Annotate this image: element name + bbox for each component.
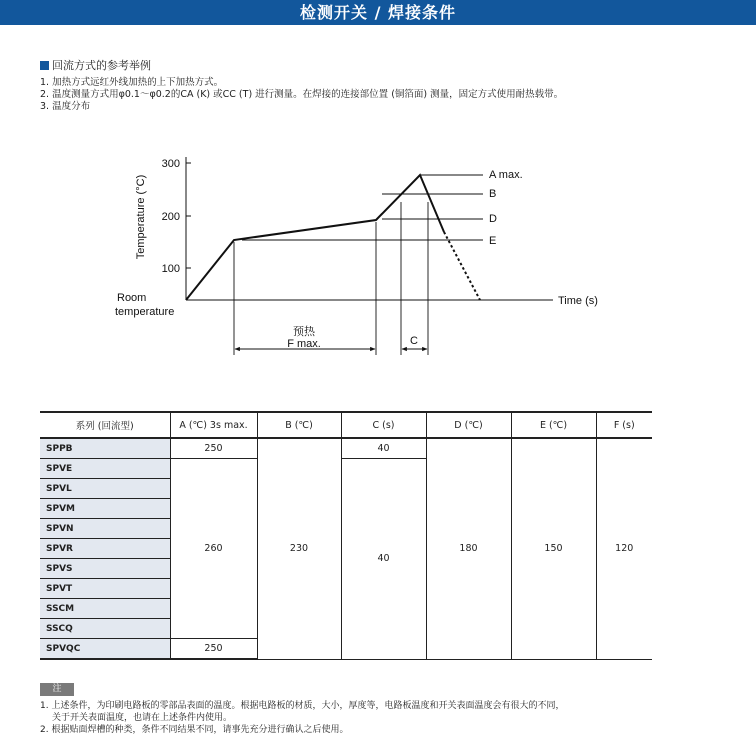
series-name: SPPB	[40, 438, 170, 459]
header-d: D (℃)	[426, 412, 511, 438]
y-tick-label-200: 200	[161, 211, 180, 223]
table-row	[40, 438, 652, 459]
x-axis-label: Time (s)	[558, 295, 598, 307]
note-tag: 注	[40, 683, 74, 696]
instruction-line-1: 1. 加热方式远红外线加热的上下加热方式。	[40, 77, 224, 88]
label-d: D	[489, 213, 497, 225]
label-b: B	[489, 188, 497, 200]
temperature-profile-diagram	[100, 150, 620, 360]
series-name: SPVR	[40, 539, 170, 559]
series-name: SPVL	[40, 479, 170, 499]
series-name: SPVN	[40, 519, 170, 539]
reflow-condition-table	[40, 411, 652, 660]
page-title-banner: 检测开关 / 焊接条件	[0, 0, 756, 25]
series-name: SPVE	[40, 459, 170, 479]
a-value: 250	[170, 438, 257, 459]
series-name: SPVQC	[40, 639, 170, 660]
header-c: C (s)	[341, 412, 426, 438]
y-tick-label-100: 100	[161, 263, 180, 275]
cooling-dashed-line	[444, 232, 480, 300]
section-title	[40, 59, 151, 73]
series-name: SSCM	[40, 599, 170, 619]
c-value: 40	[341, 459, 426, 660]
table-header-row	[40, 412, 652, 438]
d-value: 180	[426, 438, 511, 659]
a-value: 260	[170, 459, 257, 639]
header-series: 系列 (回流型)	[40, 412, 170, 438]
header-f: F (s)	[596, 412, 652, 438]
header-b: B (℃)	[257, 412, 341, 438]
c-label: C	[410, 335, 418, 347]
header-a: A (℃) 3s max.	[170, 412, 257, 438]
preheat-max-label: F max.	[287, 338, 321, 350]
label-e: E	[489, 235, 497, 247]
b-value: 230	[257, 438, 341, 659]
note-line-3: 2. 根据贴面焊槽的种类，条件不同结果不同，请事先充分进行确认之后使用。	[40, 725, 349, 735]
note-line-1: 1. 上述条件，为印刷电路板的零部品表面的温度。根据电路板的材质，大小，厚度等，电路板温度和开关表面温度会有很大的不同，	[40, 701, 565, 711]
f-value: 120	[596, 438, 652, 659]
y-axis-label: Temperature (°C)	[135, 174, 147, 260]
preheat-label: 预热	[293, 326, 315, 338]
note-line-2: 关于开关表面温度，也请在上述条件内使用。	[52, 713, 233, 723]
a-value: 250	[170, 639, 257, 660]
square-bullet-icon	[40, 61, 49, 70]
series-name: SPVM	[40, 499, 170, 519]
y-tick-label-300: 300	[161, 158, 180, 170]
section-title-text: 回流方式的参考举例	[52, 59, 151, 72]
origin-label-room: Room	[117, 292, 147, 304]
origin-label-temperature: temperature	[115, 306, 175, 318]
instruction-line-2: 2. 温度测量方式用φ0.1～φ0.2的CA (K) 或CC (T) 进行测量。在焊接的连接部位置 (铜箔面) 测量，固定方式使用耐热载带。	[40, 89, 564, 100]
series-name: SPVT	[40, 579, 170, 599]
label-a-max: A max.	[489, 169, 523, 181]
c-value: 40	[341, 438, 426, 459]
instruction-line-3: 3. 温度分布	[40, 101, 91, 112]
series-name: SSCQ	[40, 619, 170, 639]
series-name: SPVS	[40, 559, 170, 579]
e-value: 150	[511, 438, 596, 659]
header-e: E (℃)	[511, 412, 596, 438]
